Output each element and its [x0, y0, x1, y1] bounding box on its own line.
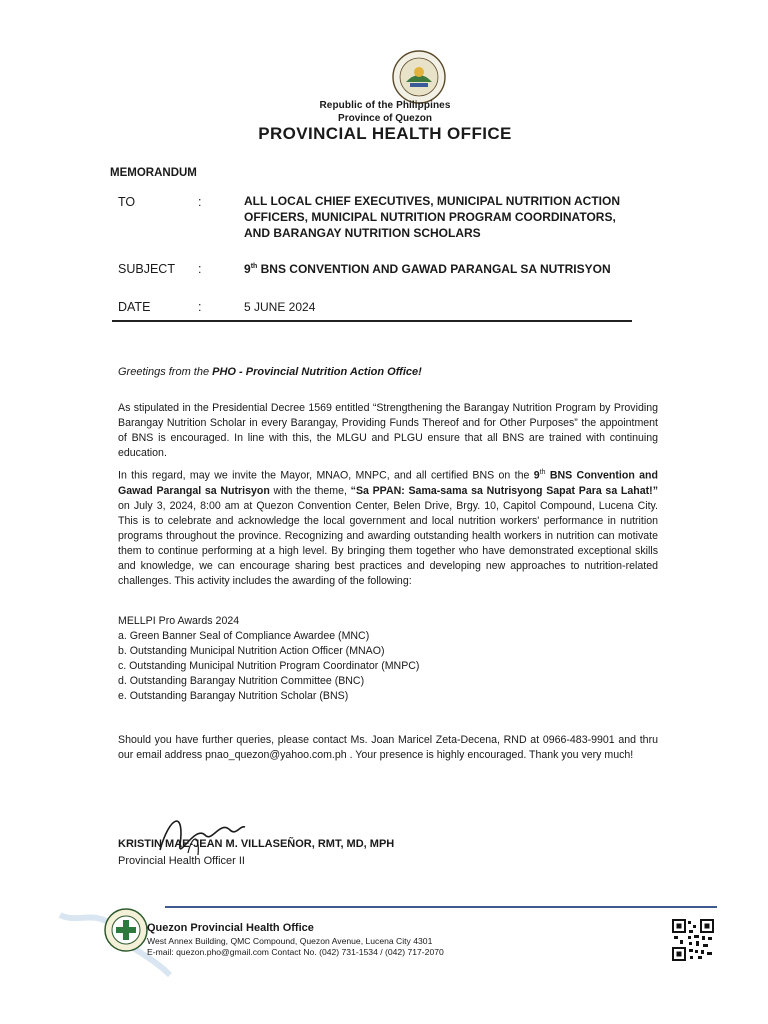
awards-list: [118, 614, 419, 704]
para2-details: on July 3, 2024, 8:00 am at Quezon Convention Center, Belen Drive, Brgy. 10, Capitol Compound, Lucena City. This is to celebrate and acknowledge the local government and local nutrition workers' performance in nutrition programs throughout the province. Recognizing and awarding outstanding health workers in nutrition can motivate them to continue performing at a high level. By bringing them together who have demonstrated exceptional skills and knowledge, we can encourage sharing best practices and developing new approaches to nutrition-related challenges. This activity includes the awarding of the following:: [118, 499, 658, 587]
para2-theme-intro: with the theme,: [269, 484, 351, 497]
greeting-office: PHO - Provincial Nutrition Action Office!: [212, 366, 422, 378]
list-item: a. Green Banner Seal of Compliance Awardee (MNC): [118, 630, 370, 642]
subject-label: SUBJECT: [118, 262, 175, 276]
to-colon: :: [198, 195, 202, 209]
date-value: 5 JUNE 2024: [244, 300, 316, 314]
list-item: e. Outstanding Barangay Nutrition Scholar (BNS): [118, 690, 349, 702]
to-label: TO: [118, 195, 136, 209]
pho-logo-icon: [104, 908, 148, 952]
to-value: ALL LOCAL CHIEF EXECUTIVES, MUNICIPAL NUTRITION ACTION OFFICERS, MUNICIPAL NUTRITION PROGRAM COORDINATORS, AND BARANGAY NUTRITION SCHOLARS: [244, 194, 621, 240]
province-seal-icon: [392, 50, 446, 104]
qr-code-icon: [672, 919, 714, 961]
footer-office-name: Quezon Provincial Health Office: [147, 922, 314, 934]
signatory-name: KRISTIN MAE-JEAN M. VILLASEÑOR, RMT, MD, MPH: [118, 838, 395, 850]
list-item: b. Outstanding Municipal Nutrition Action Officer (MNAO): [118, 645, 385, 657]
subject-value: [244, 262, 611, 276]
date-label: DATE: [118, 300, 151, 314]
republic-line: Republic of the Philippines: [319, 100, 451, 111]
signatory-title: Provincial Health Officer II: [118, 855, 245, 867]
para2-ordinal: th: [539, 469, 546, 476]
memorandum-label: MEMORANDUM: [110, 167, 197, 179]
footer-address: West Annex Building, QMC Compound, Quezon Avenue, Lucena City 4301: [147, 936, 433, 946]
footer-contact: E-mail: quezon.pho@gmail.com Contact No. (042) 731-1534 / (042) 717-2070: [147, 947, 444, 957]
greeting: [118, 366, 422, 378]
greeting-prefix: Greetings from the: [118, 366, 213, 378]
para2-intro: In this regard, may we invite the Mayor, MNAO, MNPC, and all certified BNS on the: [118, 469, 534, 482]
subject-text: BNS CONVENTION AND GAWAD PARANGAL SA NUTRISYON: [257, 262, 611, 276]
para2-theme: “Sa PPAN: Sama-sama sa Nutrisyong Sapat Para sa Lahat!”: [350, 484, 659, 497]
list-item: d. Outstanding Barangay Nutrition Committee (BNC): [118, 675, 365, 687]
office-title: PROVINCIAL HEALTH OFFICE: [258, 124, 512, 143]
subject-number: 9: [244, 262, 251, 276]
header-divider: [112, 320, 632, 322]
list-item: c. Outstanding Municipal Nutrition Program Coordinator (MNPC): [118, 660, 420, 672]
paragraph-2: [118, 465, 658, 589]
para2-number: 9: [533, 469, 540, 482]
paragraph-1: As stipulated in the Presidential Decree 1569 entitled “Strengthening the Barangay Nutrition Program by Providing Barangay Nutrition Scholar in every Barangay, Providing Funds Thereof and for Other Purposes” the appointment of BNS is encouraged. In line with this, the MLGU and PLGU ensure that all BNS are trained with continuing education.: [118, 402, 658, 459]
awards-title: MELLPI Pro Awards 2024: [118, 615, 240, 627]
footer-divider: [165, 906, 717, 908]
province-line: Province of Quezon: [338, 113, 432, 124]
para2-event: BNS Convention and Gawad Parangal sa Nutrisyon: [118, 469, 658, 497]
subject-colon: :: [198, 262, 202, 276]
date-colon: :: [198, 300, 202, 314]
paragraph-3: Should you have further queries, please contact Ms. Joan Maricel Zeta-Decena, RND at 0966-483-9901 and thru our email address pnao_quezon@yahoo.com.ph . Your presence is highly encouraged. Thank you very much!: [118, 734, 658, 761]
subject-ordinal: th: [250, 263, 258, 270]
